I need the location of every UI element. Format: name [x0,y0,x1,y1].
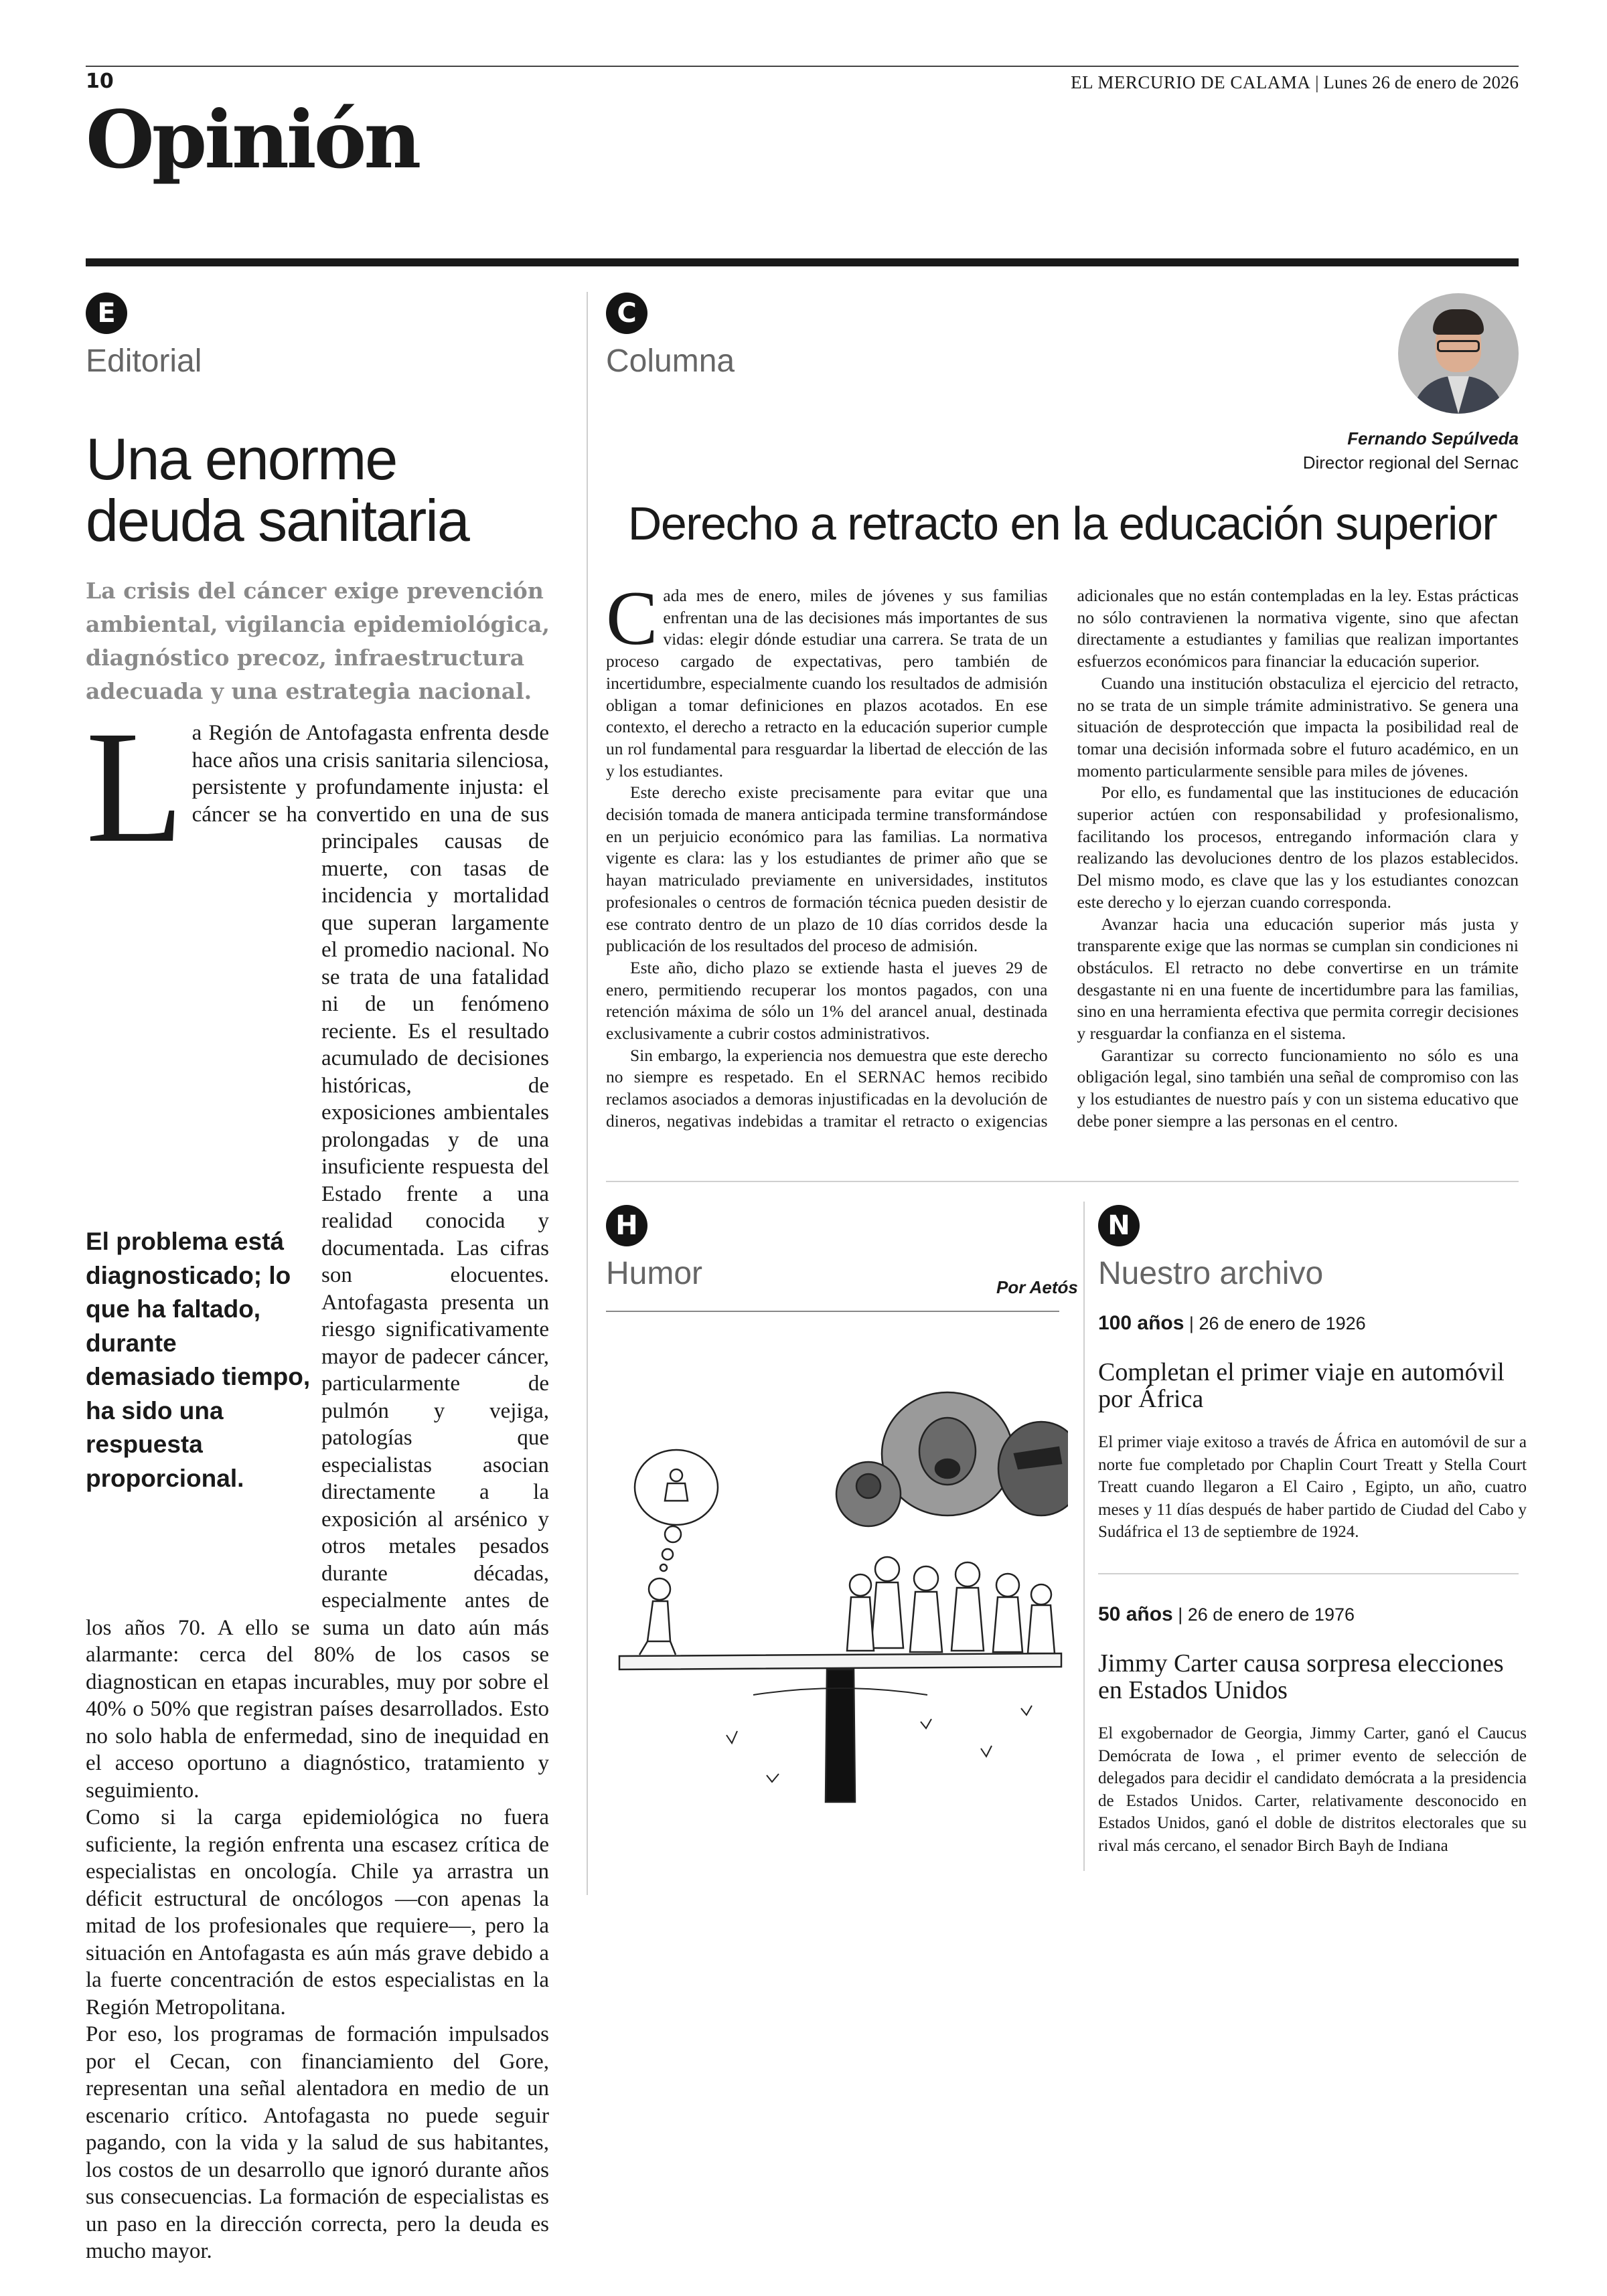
column-paragraph-1: ada mes de enero, miles de jóvenes y sus familias enfrentan una de las decisiones más importantes de sus vidas: elegir dónde estudiar una carrera. Se trata de un proceso cargado de expectativas, pero también de incertidumbre, especialmente cuando los resultados de admisión obligan a tomar definiciones en plazos acotados. En ese contexto, el derecho a retracto en la educación superior cumple un rol fundamental para resguardar la libertad de elección de las y los estudiantes. [606,586,1048,781]
author-name: Fernando Sepúlveda [1347,428,1519,448]
column-paragraph-8: Garantizar su correcto funcionamiento no sólo es una obligación legal, sino también una señal de compromiso con las y los estudiantes de nuestro país y con un sistema educativo que debe poner siempre a las personas en el centro. [1077,1045,1519,1131]
humor-rule [606,1311,1059,1312]
column-dropcap: C [606,576,658,661]
archive-badge: N [1098,1205,1140,1246]
author-photo [1398,293,1519,414]
column-divider-left [587,292,588,1895]
column-bottom-rule [606,1181,1519,1182]
paper-name: EL MERCURIO DE CALAMA [1071,72,1311,92]
archive-item-2-label: 50 años | 26 de enero de 1976 [1098,1603,1355,1625]
humor-kicker: Humor [606,1256,703,1291]
archive-item-1-date: 26 de enero de 1926 [1199,1313,1366,1333]
editorial-paragraph-1a: a Región de Antofagasta enfrenta desde hace años una crisis sanitaria silenciosa, persistente y profundamente injusta: el cáncer se ha convertido en una de sus principales causas de muerte, con tasas de incidencia y mortalidad que superan largamente el promedio nacional. No se trata de una fatalidad ni de un fenómeno reciente. Es el resultado acumulado de decisiones históricas, de exposiciones ambientales prolongadas y de una insuficiente respuesta del Estado frente a una realidad conocida y documentada. Las cifras son elocuentes. Antofagasta presenta un riesgo significativamente mayor de padecer cáncer, particularmente de pulmón y vejiga, patologías que especialistas asocian directamente a la exposición al arsénico y otros metales pesados durante décadas, especialmente antes de los años 70. A ello se suma un dato aún más alarmante: cerca del 80% de los casos se diagnostican en etapas incurables, muy por sobre el 40% o 50% que registran países desarrollados. Esto no solo habla de enfermedad, sino de inequidad en el acceso oportuno a diagnóstico, tratamiento y seguimiento. [86,721,549,1803]
editorial-pull-quote: El problema está diagnosticado; lo que ha faltado, durante demasiado tiempo, ha sido una respuesta proporcional. [86,1225,312,1505]
archive-divider [1098,1573,1519,1574]
column-paragraph-5: Cuando una institución obstaculiza el ejercicio del retracto, no se trata de un simple trámite administrativo. Se genera una situación de desprotección que impacta la posibilidad real de tomar una decisión informada sobre el futuro académico, en un momento particularmente sensible para miles de jóvenes. [1077,673,1519,781]
archive-item-1-years: 100 años [1098,1312,1184,1334]
editorial-dropcap: L [86,698,184,876]
archive-item-2-years: 50 años [1098,1603,1173,1625]
editorial-badge: E [86,293,127,334]
archive-kicker: Nuestro archivo [1098,1256,1324,1291]
page-number: 10 [86,70,114,93]
section-title: Opinión [86,93,419,186]
column-headline: Derecho a retracto en la educación superior [627,497,1497,550]
column-badge: C [606,293,647,334]
archive-item-1-title: Completan el primer viaje en automóvil por África [1098,1358,1505,1413]
issue-date: Lunes 26 de enero de 2026 [1323,72,1519,92]
column-paragraph-3: Este año, dicho plazo se extiende hasta el jueves 29 de enero, permitiendo recuperar los montos pagados, con una retención máxima de sólo un 1% del arancel anual, destinada exclusivamente a cubrir costos administrativos. [606,957,1048,1044]
archive-item-1-text: El primer viaje exitoso a través de África en automóvil de sur a norte fue completado por Chaplin Court Treatt y Stella Court Treatt cuando llegaron a El Cairo , Egipto, un año, cuatro meses y 11 días después de haber partido de Ciudad del Cabo y Sudáfrica el 13 de septiembre de 1924. [1098,1433,1527,1541]
column-body [606,576,1519,1167]
column-paragraph-2: Este derecho existe precisamente para evitar que una decisión tomada de manera anticipada termine transformándose en un perjuicio económico para las familias. La normativa vigente es clara: las y los estudiantes de primer año que se hayan matriculado previamente en universidades, institutos profesionales o centros de formación técnica pueden desistir de ese contrato dentro de un plazo de 10 días corridos desde la publicación de los resultados del proceso de admisión. [606,783,1048,956]
archive-item-2-title: Jimmy Carter causa sorpresa elecciones en Estados Unidos [1098,1649,1504,1704]
archive-item-2-text: El exgobernador de Georgia, Jimmy Carter, ganó el Caucus Demócrata de Iowa , el primer evento de selección de delegados para decidir el candidato demócrata a la presidencia de Estados Unidos. Carter, relativamente desconocido en Estados Unidos, ganó el doble de distritos electorales que su rival más cercano, el senador Birch Bayh de Indiana [1098,1724,1527,1855]
humor-badge: H [606,1205,647,1246]
archive-item-2-date: 26 de enero de 1976 [1187,1605,1355,1625]
top-rule [86,66,1519,67]
editorial-paragraph-2: Como si la carga epidemiológica no fuera suficiente, la región enfrenta una escasez crítica de especialistas en oncología. Chile ya arrastra un déficit estructural de oncólogos —con apenas la mitad de los profesionales que requiere—, pero la situación en Antofagasta es aún más grave debido a la fuerte concentración de estos especialistas en la Región Metropolitana. [86,1805,549,2020]
column-paragraph-4: Sin embargo, la experiencia nos demuestra que este derecho no siempre es respetado. En el SERNAC hemos recibido reclamos asociados a demoras injustificadas en la devolución de dineros, negativas indebidas a tramitar el retracto o exigencias adicionales que no están contempladas en la ley. Estas prácticas no sólo contravienen la normativa vigente, sino que afectan directamente a estudiantes y familias que realizan importantes esfuerzos económicos para financiar la educación superior. [606,586,1519,1131]
archive-item-1-label: 100 años | 26 de enero de 1926 [1098,1312,1366,1334]
editorial-paragraph-3: Por eso, los programas de formación impulsados por el Cecan, con financiamiento del Gore, representan una señal alentadora en medio de un escenario crítico. Antofagasta no puede seguir pagando, con la vida y la salud de sus habitantes, los costos de un desarrollo que ignoró durante años sus consecuencias. La formación de especialistas es un paso en la dirección correcta, pero la deuda es mucho mayor. [86,2022,549,2263]
column-paragraph-7: Avanzar hacia una educación superior más justa y transparente exige que las normas se cumplan sin condiciones ni obstáculos. El retracto no debe convertirse en un trámite desgastante ni en una fuente de incertidumbre para las familias, sino en una herramienta efectiva que permita corregir decisiones y resguardar la confianza en el sistema. [1077,914,1519,1044]
column-kicker: Columna [606,343,735,379]
column-divider-right [1083,1202,1085,1871]
column-paragraph-6: Por ello, es fundamental que las instituciones de educación superior actúen con responsabilidad y profesionalismo, facilitando los procesos, entregando información clara y realizando las devoluciones dentro de los plazos establecidos. Del mismo modo, es clave que las y los estudiantes conozcan este derecho y lo ejerzan cuando corresponda. [1077,783,1519,912]
author-role: Director regional del Sernac [1302,453,1519,473]
paper-info: EL MERCURIO DE CALAMA | Lunes 26 de enero de 2026 [1071,72,1519,92]
humor-byline: Por Aetós [996,1277,1078,1297]
editorial-deck: La crisis del cáncer exige prevención ambiental, vigilancia epidemiológica, diagnóstico precoz, infraestructura adecuada y una estrategia nacional. [86,578,550,704]
editorial-headline: Una enorme deuda sanitaria [86,426,469,554]
section-divider [86,258,1519,266]
humor-cartoon [606,1320,1068,1829]
editorial-kicker: Editorial [86,343,202,379]
